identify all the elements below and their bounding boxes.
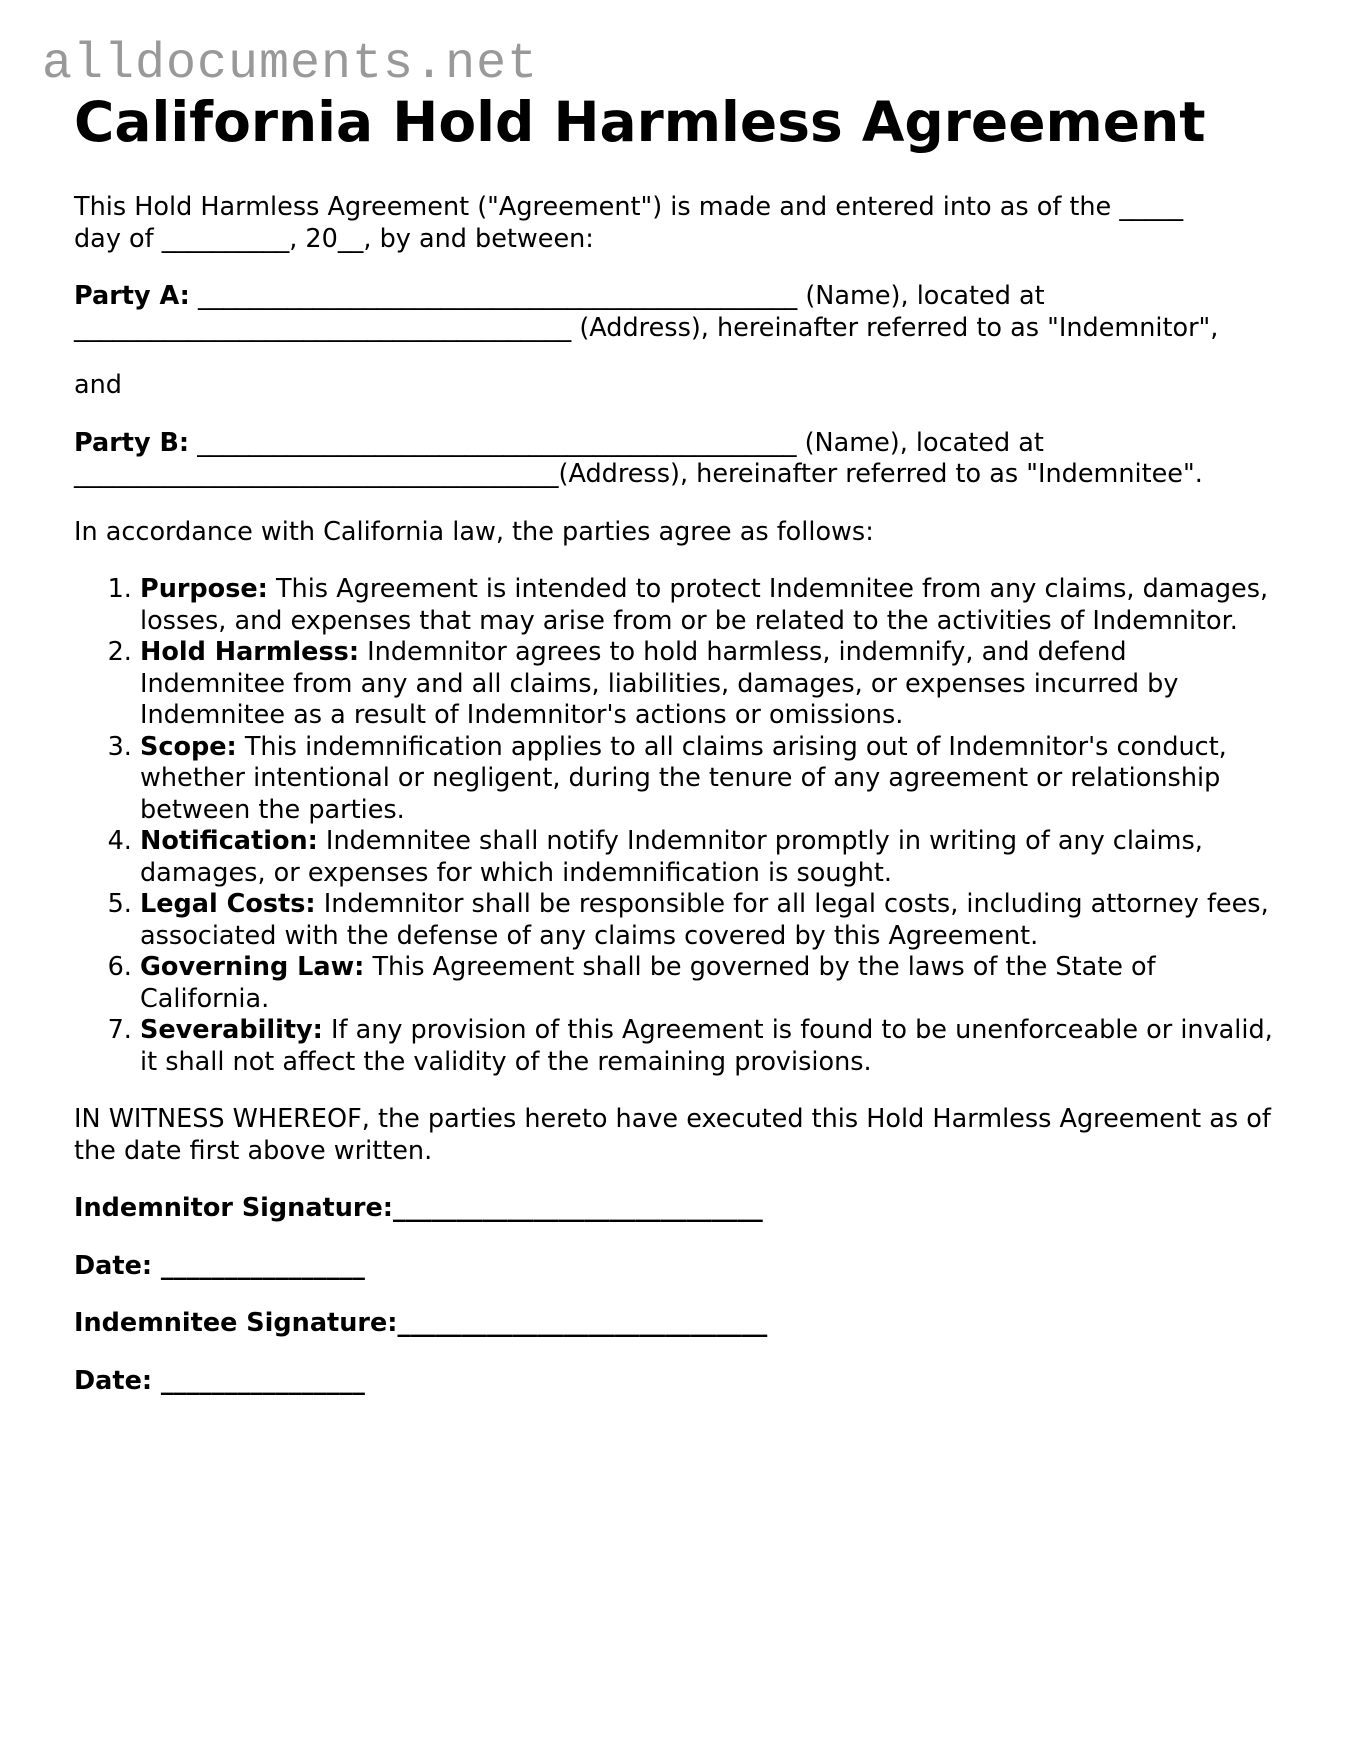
party-a-paragraph [74,281,1274,344]
indemnitee-date-label: Date: ________________ [74,1365,365,1396]
indemnitee-signature-label: Indemnitee Signature:_____________________________ [74,1308,768,1338]
page-title: California Hold Harmless Agreement [74,90,1206,154]
indemnitor-date-line [74,1251,1274,1283]
intro-line-2: day of __________, 20__, by and between: [74,223,594,254]
list-item [140,574,1274,637]
term-text: This indemnification applies to all claims arising out of Indemnitor's conduct, whether intentional or negligent, during the tenure of any agreement or relationship between the parties. [140,731,1227,825]
indemnitor-date-label: Date: ________________ [74,1250,365,1281]
party-b-name-blank: _______________________________________________ (Name), located at [189,427,1044,458]
indemnitee-date-line [74,1366,1274,1398]
term-heading: Legal Costs: [140,889,316,919]
intro-line-1: This Hold Harmless Agreement ("Agreement") is made and entered into as of the _____ [74,192,1184,222]
party-a-label: Party A: [74,281,190,311]
party-b-label: Party B: [74,427,190,458]
watermark: alldocuments.net [42,36,539,93]
party-a-name-blank: _______________________________________________ (Name), located at [189,281,1045,311]
term-heading: Severability: [140,1015,323,1045]
term-heading: Scope: [140,731,237,762]
intro-paragraph [74,192,1274,255]
term-heading: Governing Law: [140,952,365,982]
list-item [140,1015,1274,1078]
term-heading: Notification: [140,826,318,856]
indemnitor-signature-line [74,1193,1274,1225]
party-a-address-line: _______________________________________ (Address), hereinafter referred to as "Indemnitor", [74,312,1219,343]
terms-list [74,574,1274,1078]
term-text: This Agreement is intended to protect Indemnitee from any claims, damages, losses, and expenses that may arise from or be related to the activities of Indemnitor. [140,574,1269,636]
term-text: Indemnitee shall notify Indemnitor promptly in writing of any claims, damages, or expenses for which indemnification is sought. [140,826,1203,888]
party-b-line-1 [74,428,1044,458]
agreement-body [74,192,1274,1423]
indemnitor-signature-label: Indemnitor Signature:_____________________________ [74,1193,763,1223]
party-a-line-1 [74,281,1045,311]
party-b-paragraph [74,428,1274,491]
list-item [140,952,1274,1015]
term-text: Indemnitor shall be responsible for all legal costs, including attorney fees, associated with the defense of any claims covered by this Agreement. [140,889,1269,951]
term-heading: Hold Harmless: [140,637,360,667]
indemnitee-signature-line [74,1308,1274,1340]
list-item [140,637,1274,732]
party-b-address-line: ______________________________________(Address), hereinafter referred to as "Indemnitee". [74,459,1203,489]
term-text: This Agreement shall be governed by the laws of the State of California. [140,952,1156,1014]
list-item [140,732,1274,827]
and-text: and [74,370,122,400]
term-text: Indemnitor agrees to hold harmless, indemnify, and defend Indemnitee from any and all claims, liabilities, damages, or expenses incurred by Indemnitee as a result of Indemnitor's actions or omissions. [140,637,1179,730]
term-text: If any provision of this Agreement is found to be unenforceable or invalid, it shall not affect the validity of the remaining provisions. [140,1015,1273,1077]
list-item [140,889,1274,952]
witness-paragraph: IN WITNESS WHEREOF, the parties hereto have executed this Hold Harmless Agreement as of the date first above written. [74,1104,1271,1166]
list-item [140,826,1274,889]
term-heading: Purpose: [140,574,268,604]
accordance-text: In accordance with California law, the parties agree as follows: [74,516,874,547]
